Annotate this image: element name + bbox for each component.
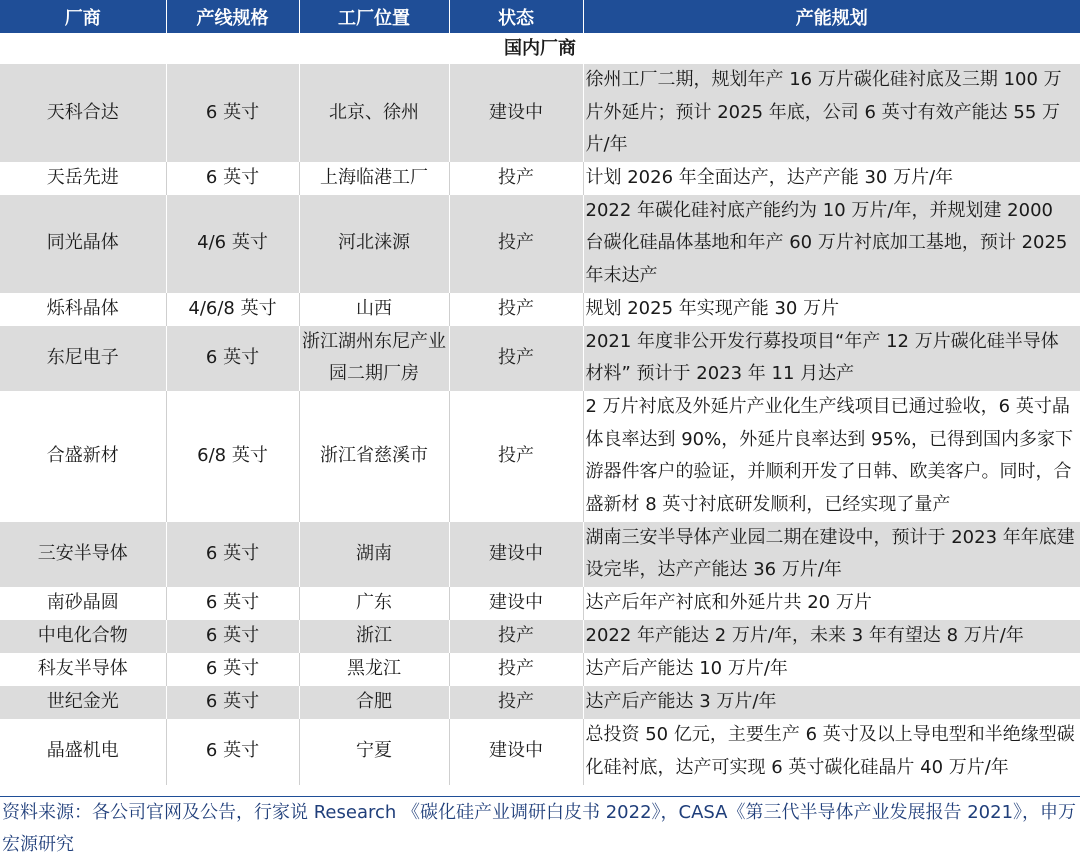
location-cell: 浙江 xyxy=(299,620,449,653)
location-cell: 河北涞源 xyxy=(299,195,449,293)
location-cell: 黑龙江 xyxy=(299,653,449,686)
table-row xyxy=(0,326,1080,391)
spec-cell: 6 英寸 xyxy=(166,64,299,162)
header-status: 状态 xyxy=(449,0,583,33)
plan-cell: 达产后产能达 10 万片/年 xyxy=(583,653,1080,686)
table-row xyxy=(0,64,1080,162)
location-cell: 浙江湖州东尼产业园二期厂房 xyxy=(299,326,449,391)
status-cell: 建设中 xyxy=(449,522,583,587)
source-footnote: 资料来源：各公司官网及公告，行家说 Research 《碳化硅产业调研白皮书 2022》，CASA《第三代半导体产业发展报告 2021》，申万宏源研究 xyxy=(0,796,1080,861)
status-cell: 建设中 xyxy=(449,64,583,162)
location-cell: 浙江省慈溪市 xyxy=(299,391,449,522)
vendor-cell: 晶盛机电 xyxy=(0,719,166,785)
location-cell: 湖南 xyxy=(299,522,449,587)
location-cell: 合肥 xyxy=(299,686,449,719)
spec-cell: 4/6/8 英寸 xyxy=(166,293,299,326)
plan-cell: 2022 年产能达 2 万片/年，未来 3 年有望达 8 万片/年 xyxy=(583,620,1080,653)
vendor-cell: 世纪金光 xyxy=(0,686,166,719)
plan-cell: 规划 2025 年实现产能 30 万片 xyxy=(583,293,1080,326)
vendor-cell: 中电化合物 xyxy=(0,620,166,653)
spec-cell: 6 英寸 xyxy=(166,587,299,620)
header-plan: 产能规划 xyxy=(583,0,1080,33)
header-vendor: 厂商 xyxy=(0,0,166,33)
status-cell: 投产 xyxy=(449,162,583,195)
vendor-cell: 南砂晶圆 xyxy=(0,587,166,620)
location-cell: 山西 xyxy=(299,293,449,326)
plan-cell: 湖南三安半导体产业园二期在建设中，预计于 2023 年年底建设完毕，达产产能达 36 万片/年 xyxy=(583,522,1080,587)
status-cell: 投产 xyxy=(449,620,583,653)
spec-cell: 6 英寸 xyxy=(166,162,299,195)
header-location: 工厂位置 xyxy=(299,0,449,33)
status-cell: 投产 xyxy=(449,686,583,719)
status-cell: 投产 xyxy=(449,293,583,326)
spec-cell: 4/6 英寸 xyxy=(166,195,299,293)
vendor-cell: 三安半导体 xyxy=(0,522,166,587)
status-cell: 投产 xyxy=(449,326,583,391)
spec-cell: 6 英寸 xyxy=(166,326,299,391)
vendor-cell: 同光晶体 xyxy=(0,195,166,293)
plan-cell: 计划 2026 年全面达产，达产产能 30 万片/年 xyxy=(583,162,1080,195)
table-row xyxy=(0,587,1080,620)
status-cell: 建设中 xyxy=(449,719,583,785)
spec-cell: 6 英寸 xyxy=(166,719,299,785)
location-cell: 上海临港工厂 xyxy=(299,162,449,195)
location-cell: 北京、徐州 xyxy=(299,64,449,162)
plan-cell: 徐州工厂二期，规划年产 16 万片碳化硅衬底及三期 100 万片外延片；预计 2025 年底，公司 6 英寸有效产能达 55 万片/年 xyxy=(583,64,1080,162)
plan-cell: 达产后产能达 3 万片/年 xyxy=(583,686,1080,719)
spec-cell: 6 英寸 xyxy=(166,686,299,719)
table-row xyxy=(0,522,1080,587)
location-cell: 广东 xyxy=(299,587,449,620)
status-cell: 投产 xyxy=(449,653,583,686)
spec-cell: 6/8 英寸 xyxy=(166,391,299,522)
vendor-cell: 合盛新材 xyxy=(0,391,166,522)
table-row xyxy=(0,719,1080,785)
table-row xyxy=(0,162,1080,195)
plan-cell: 2 万片衬底及外延片产业化生产线项目已通过验收，6 英寸晶体良率达到 90%，外延片良率达到 95%，已得到国内多家下游器件客户的验证，并顺利开发了日韩、欧美客户。同时，合盛新材 8 英寸衬底研发顺利，已经实现了量产 xyxy=(583,391,1080,522)
status-cell: 投产 xyxy=(449,195,583,293)
status-cell: 建设中 xyxy=(449,587,583,620)
table-header-row xyxy=(0,0,1080,33)
location-cell: 宁夏 xyxy=(299,719,449,785)
status-cell: 投产 xyxy=(449,391,583,522)
plan-cell: 2021 年度非公开发行募投项目“年产 12 万片碳化硅半导体材料” 预计于 2023 年 11 月达产 xyxy=(583,326,1080,391)
plan-cell: 达产后年产衬底和外延片共 20 万片 xyxy=(583,587,1080,620)
vendor-cell: 科友半导体 xyxy=(0,653,166,686)
table-row xyxy=(0,293,1080,326)
spec-cell: 6 英寸 xyxy=(166,653,299,686)
table-row xyxy=(0,195,1080,293)
header-spec: 产线规格 xyxy=(166,0,299,33)
plan-cell: 2022 年碳化硅衬底产能约为 10 万片/年，并规划建 2000 台碳化硅晶体基地和年产 60 万片衬底加工基地，预计 2025 年末达产 xyxy=(583,195,1080,293)
vendor-cell: 天科合达 xyxy=(0,64,166,162)
table-row xyxy=(0,653,1080,686)
table-row xyxy=(0,391,1080,522)
section-label: 国内厂商 xyxy=(0,33,1080,64)
spec-cell: 6 英寸 xyxy=(166,522,299,587)
section-row-domestic xyxy=(0,33,1080,64)
spec-cell: 6 英寸 xyxy=(166,620,299,653)
vendor-cell: 东尼电子 xyxy=(0,326,166,391)
table-row xyxy=(0,686,1080,719)
vendor-cell: 烁科晶体 xyxy=(0,293,166,326)
plan-cell: 总投资 50 亿元，主要生产 6 英寸及以上导电型和半绝缘型碳化硅衬底，达产可实现 6 英寸碳化硅晶片 40 万片/年 xyxy=(583,719,1080,785)
table-row xyxy=(0,620,1080,653)
vendor-cell: 天岳先进 xyxy=(0,162,166,195)
